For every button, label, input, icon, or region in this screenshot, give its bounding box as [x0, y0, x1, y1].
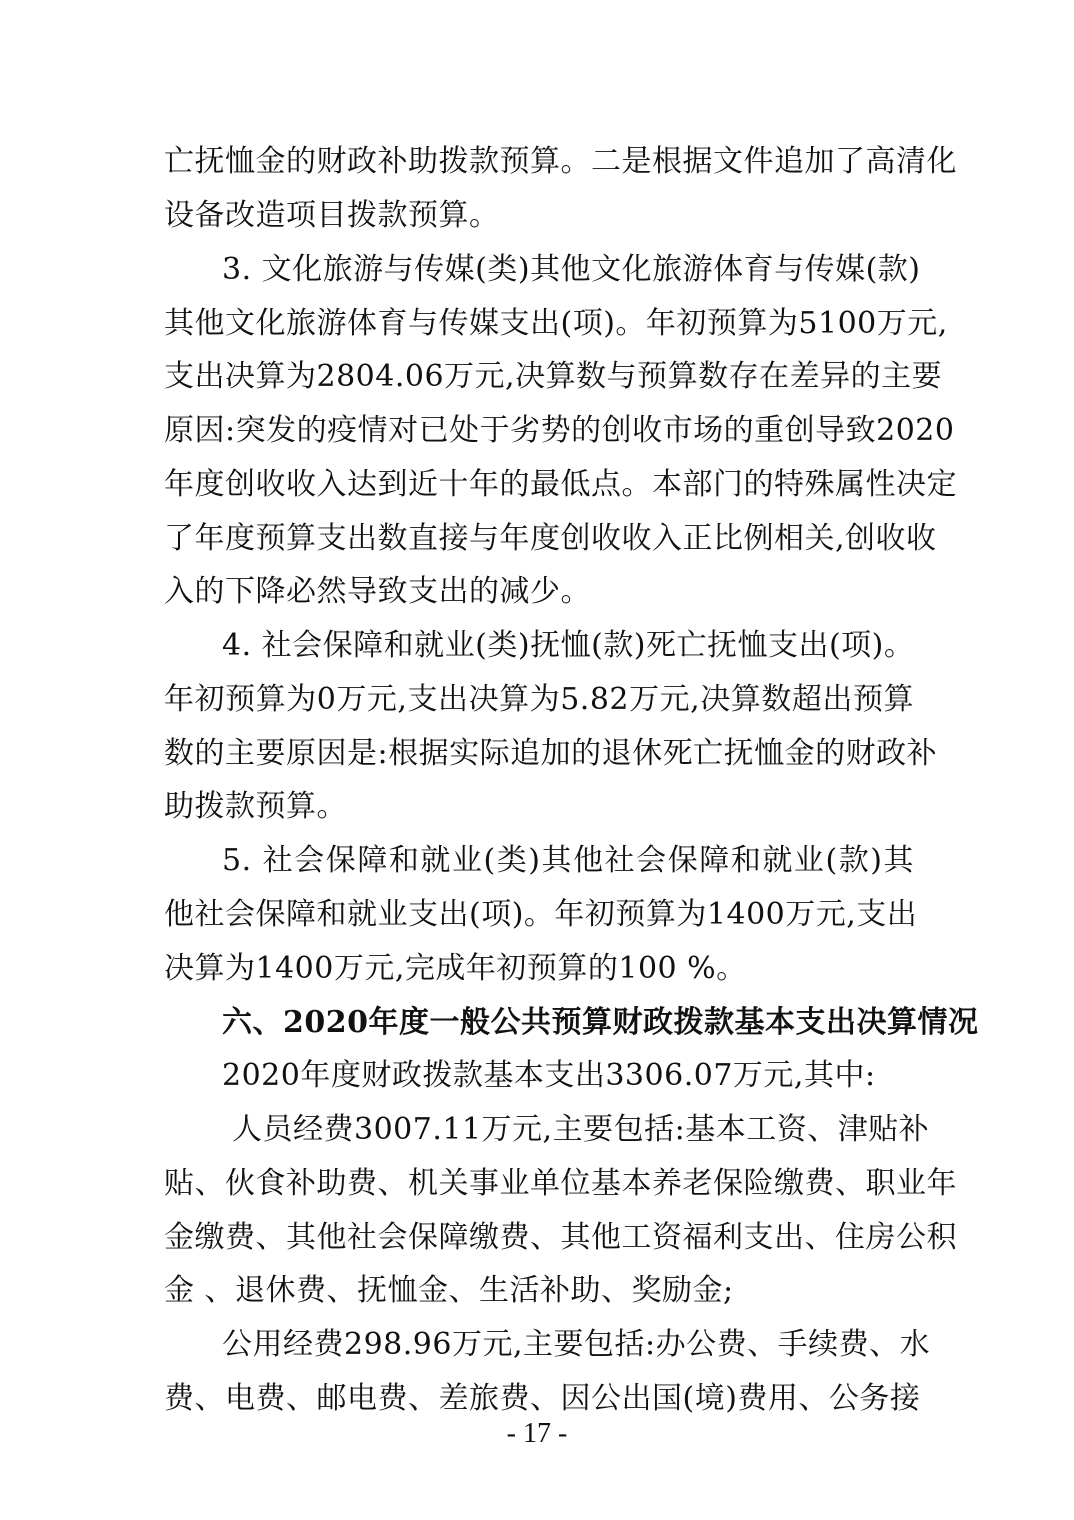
paragraph-line: 贴、伙食补助费、机关事业单位基本养老保险缴费、职业年	[164, 1166, 957, 1201]
paragraph-line: 2020年度财政拨款基本支出3306.07万元,其中:	[222, 1058, 876, 1093]
paragraph-line: 年初预算为0万元,支出决算为5.82万元,决算数超出预算	[164, 682, 914, 717]
section-heading: 六、2020年度一般公共预算财政拨款基本支出决算情况	[222, 1005, 979, 1040]
paragraph-line: 支出决算为2804.06万元,决算数与预算数存在差异的主要	[164, 359, 943, 394]
paragraph-line: 人员经费3007.11万元,主要包括:基本工资、津贴补	[232, 1112, 930, 1147]
paragraph-line: 公用经费298.96万元,主要包括:办公费、手续费、水	[222, 1327, 931, 1362]
page-number: - 17 -	[506, 1418, 568, 1449]
paragraph-line: 4. 社会保障和就业(类)抚恤(款)死亡抚恤支出(项)。	[222, 628, 915, 663]
paragraph-line: 入的下降必然导致支出的减少。	[164, 574, 591, 609]
paragraph-line: 原因:突发的疫情对已处于劣势的创收市场的重创导致2020	[164, 413, 955, 448]
paragraph-line: 3. 文化旅游与传媒(类)其他文化旅游体育与传媒(款)	[222, 252, 921, 287]
paragraph-line: 费、电费、邮电费、差旅费、因公出国(境)费用、公务接	[164, 1381, 921, 1416]
paragraph-line: 助拨款预算。	[164, 789, 347, 824]
paragraph-line: 金缴费、其他社会保障缴费、其他工资福利支出、住房公积	[164, 1220, 957, 1255]
paragraph-line: 了年度预算支出数直接与年度创收收入正比例相关,创收收	[164, 521, 937, 556]
paragraph-line: 其他文化旅游体育与传媒支出(项)。年初预算为5100万元,	[164, 306, 948, 341]
paragraph-line: 亡抚恤金的财政补助拨款预算。二是根据文件追加了高清化	[164, 144, 957, 179]
paragraph-line: 决算为1400万元,完成年初预算的100 %。	[164, 951, 747, 986]
paragraph-line: 年度创收收入达到近十年的最低点。本部门的特殊属性决定	[164, 467, 957, 502]
paragraph-line: 设备改造项目拨款预算。	[164, 198, 500, 233]
paragraph-line: 金 、退休费、抚恤金、生活补助、奖励金;	[164, 1273, 734, 1308]
paragraph-line: 数的主要原因是:根据实际追加的退休死亡抚恤金的财政补	[164, 736, 938, 771]
paragraph-line: 5. 社会保障和就业(类)其他社会保障和就业(款)其	[222, 843, 914, 878]
paragraph-line: 他社会保障和就业支出(项)。年初预算为1400万元,支出	[164, 897, 918, 932]
